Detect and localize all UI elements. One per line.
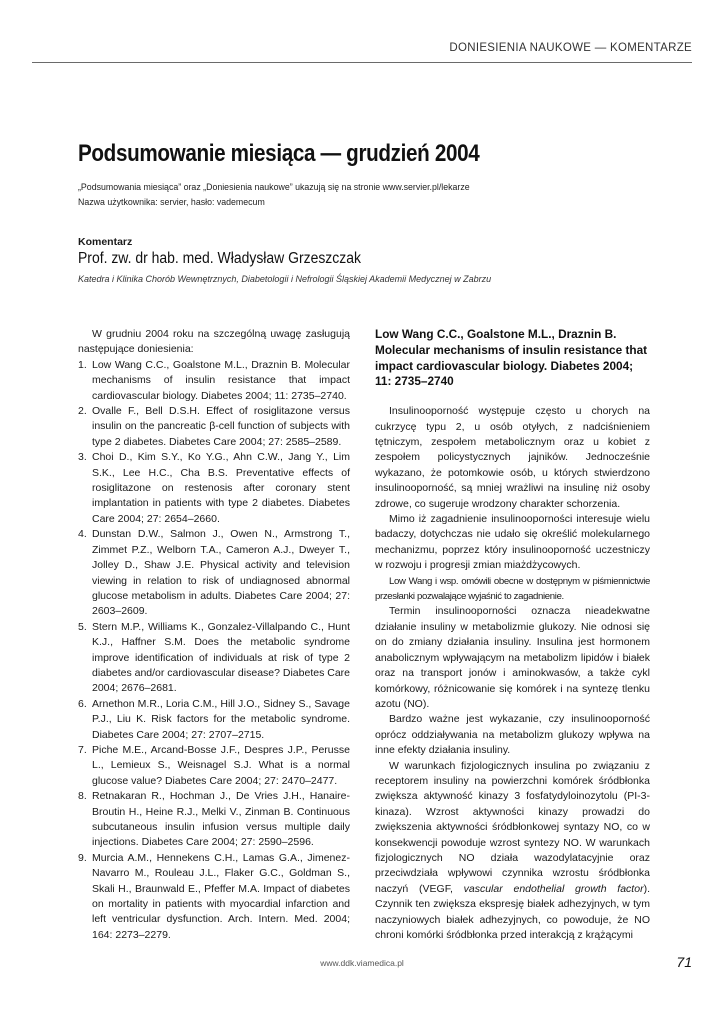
reference-item bbox=[78, 789, 350, 851]
reference-item bbox=[78, 358, 350, 404]
reference-text: Low Wang C.C., Goalstone M.L., Draznin B. Molecular mechanisms of insulin resistance that impact cardiovascular biology. Diabetes 2004; 11: 2735–2740. bbox=[92, 358, 350, 402]
reference-item bbox=[78, 697, 350, 743]
reference-item bbox=[78, 620, 350, 697]
commentary-label: Komentarz bbox=[78, 236, 133, 248]
footer-website: www.ddk.viamedica.pl bbox=[320, 958, 404, 968]
reference-item bbox=[78, 450, 350, 527]
article-heading: Low Wang C.C., Goalstone M.L., Draznin B. Molecular mechanisms of insulin resistance that impact cardiovascular biology. Diabetes 2004; 11: 2735–2740 bbox=[375, 327, 648, 389]
commentary-header bbox=[78, 236, 698, 284]
reference-item bbox=[78, 527, 350, 619]
reference-text: Dunstan D.W., Salmon J., Owen N., Armstrong T., Zimmet P.Z., Welborn T.A., Cameron A.J., Dweyer T., Jolley D., Shaw J.E. Physical activity and television viewing in relation to risk of undiagnosed abnormal glucose metabolism in adults. Diabetes Care 2004; 27: 2603–2609. bbox=[92, 528, 350, 618]
article-paragraph: Low Wang i wsp. omówili obecne w dostępnym w piśmiennictwie przesłanki pozwalające wyjaśnić to zagadnienie. bbox=[375, 575, 650, 603]
reference-item bbox=[78, 851, 350, 943]
reference-number: 9. bbox=[78, 851, 87, 864]
reference-text: Stern M.P., Williams K., Gonzalez-Villalpando C., Hunt K.J., Haffner S.M. Does the metabolic syndrome improve identification of individuals at risk of type 2 diabetes and/or cardiovascular disease? Diabetes Care 2004; 2676–2681. bbox=[92, 620, 350, 695]
intro-website-line: „Podsumowania miesiąca” oraz „Doniesienia naukowe” ukazują się na stronie www.servier.pl/lekarze bbox=[78, 182, 470, 192]
reference-text: Ovalle F., Bell D.S.H. Effect of rosiglitazone versus insulin on the pancreatic β-cell function of subjects with type 2 diabetes. Diabetes Care 2004; 27: 2585–2589. bbox=[92, 405, 350, 448]
reference-number: 6. bbox=[78, 697, 87, 710]
page-number: 71 bbox=[676, 954, 692, 970]
journal-section-label: DONIESIENIA NAUKOWE — KOMENTARZE bbox=[449, 42, 692, 54]
article-paragraph: Insulinooporność występuje często u chorych na cukrzycę typu 2, u osób otyłych, z nadciśnieniem tętniczym, zespołem metabolicznym oraz u kobiet z zespołem policystycznych jajników. Jednocześnie wykazano, że potomkowie osób, u których stwierdzono insulinooporność, są mniej wrażliwi na insulinę niż osoby zdrowe, co sugeruje wrodzony charakter schorzenia. bbox=[375, 405, 650, 510]
reference-text: Arnethon M.R., Loria C.M., Hill J.O., Sidney S., Savage P.J., Liu K. Risk factors for the metabolic syndrome. Diabetes Care 2004; 27: 2707–2715. bbox=[92, 697, 350, 741]
page-title: Podsumowanie miesiąca — grudzień 2004 bbox=[78, 140, 480, 167]
reference-number: 1. bbox=[78, 358, 87, 371]
reference-item bbox=[78, 743, 350, 789]
article-paragraph: Mimo iż zagadnienie insulinooporności interesuje wielu badaczy, dotychczas nie udało się określić molekularnego mechanizmu, poprzez który insulinooporność uczestniczy w rozwoju i progresji zmian miażdżycowych. bbox=[375, 513, 650, 572]
left-column bbox=[78, 327, 350, 943]
right-column bbox=[375, 327, 650, 943]
paragraph-text: W warunkach fizjologicznych insulina po związaniu z receptorem insuliny na powierzchni komórek śródbłonka zwiększa aktywność kinazy 3 fosfatydyloinozytolu (PI-3-kinaza). Wzrost aktywności kinazy prowadzi do zwiększenia aktywności śródbłonkowej syntazy NO, co w konsekwencji powoduje wzrost syntezy NO. W warunkach fizjologicznych NO działa wazodylatacyjnie oraz przeciwdziała wpływowi czynnika wzrostu śródbłonka naczyń (VEGF, bbox=[375, 759, 650, 895]
reference-item bbox=[78, 404, 350, 450]
article-paragraph bbox=[375, 759, 650, 944]
reference-list bbox=[78, 358, 350, 943]
article-paragraph: Bardzo ważne jest wykazanie, czy insulinooporność oprócz oddziaływania na metabolizm glukozy wpływa na inne efekty działania insuliny. bbox=[375, 713, 650, 757]
reference-text: Retnakaran R., Hochman J., De Vries J.H., Hanaire-Broutin H., Heine R.J., Melki V., Zinman B. Continuous subcutaneous insulin infusion versus multiple daily injections. Diabetes Care 2004; 27: 2590–2596. bbox=[92, 790, 350, 849]
reference-number: 4. bbox=[78, 528, 87, 541]
reference-number: 5. bbox=[78, 620, 87, 633]
italic-term: vascular endothelial growth factor bbox=[463, 882, 644, 895]
paragraph-text: ). Czynnik ten zwiększa ekspresję białek adhezyjnych, w tym naczyniowych białek adhezyjnych, co powoduje, że NO chroni komórki śródbłonka przed interakcją z krążącymi bbox=[375, 882, 650, 941]
article-paragraph: Termin insulinooporności oznacza nieadekwatne działanie insuliny w metabolizmie glukozy. Nie odnosi się on do zmiany działania insuliny. Insulina jest hormonem anabolicznym wpływającym na metabolizm lipidów i białek oraz na transport jonów i aminokwasów, a także cykl komórkowy, różnicowanie się komórek i na syntezę tlenku azotu (NO). bbox=[375, 605, 650, 710]
author-name: Prof. zw. dr hab. med. Władysław Grzeszczak bbox=[78, 250, 361, 267]
reference-number: 8. bbox=[78, 790, 87, 803]
intro-login-line: Nazwa użytkownika: servier, hasło: vademecum bbox=[78, 197, 265, 207]
author-affiliation: Katedra i Klinika Chorób Wewnętrznych, Diabetologii i Nefrologii Śląskiej Akademii Medycznej w Zabrzu bbox=[78, 274, 492, 284]
reference-text: Murcia A.M., Hennekens C.H., Lamas G.A., Jimenez-Navarro M., Rouleau J.L., Flaker G.C., Goldman S., Skali H., Braunwald E., Pfeffer M.A. Impact of diabetes on mortality in patients with myocardial infarction and left ventricular dysfunction. Arch. Intern. Med. 2004; 164: 2273–2279. bbox=[92, 851, 350, 941]
reference-number: 2. bbox=[78, 405, 87, 418]
header-divider bbox=[32, 62, 692, 63]
reference-number: 3. bbox=[78, 451, 87, 464]
reference-number: 7. bbox=[78, 743, 87, 756]
reference-text: Piche M.E., Arcand-Bosse J.F., Despres J.P., Perusse L., Lemieux S., Weisnagel S.J. What is a normal glucose value? Diabetes Care 2004; 27: 2470–2477. bbox=[92, 743, 350, 787]
reference-text: Choi D., Kim S.Y., Ko Y.G., Ahn C.W., Jang Y., Lim S.K., Lee H.C., Cha B.S. Preventative effects of rosiglitazone on restenosis after coronary stent implantation in patients with type 2 diabetes. Diabetes Care 2004; 27: 2654–2660. bbox=[92, 451, 350, 525]
intro-note bbox=[78, 180, 678, 210]
references-intro: W grudniu 2004 roku na szczególną uwagę zasługują następujące doniesienia: bbox=[78, 328, 350, 356]
